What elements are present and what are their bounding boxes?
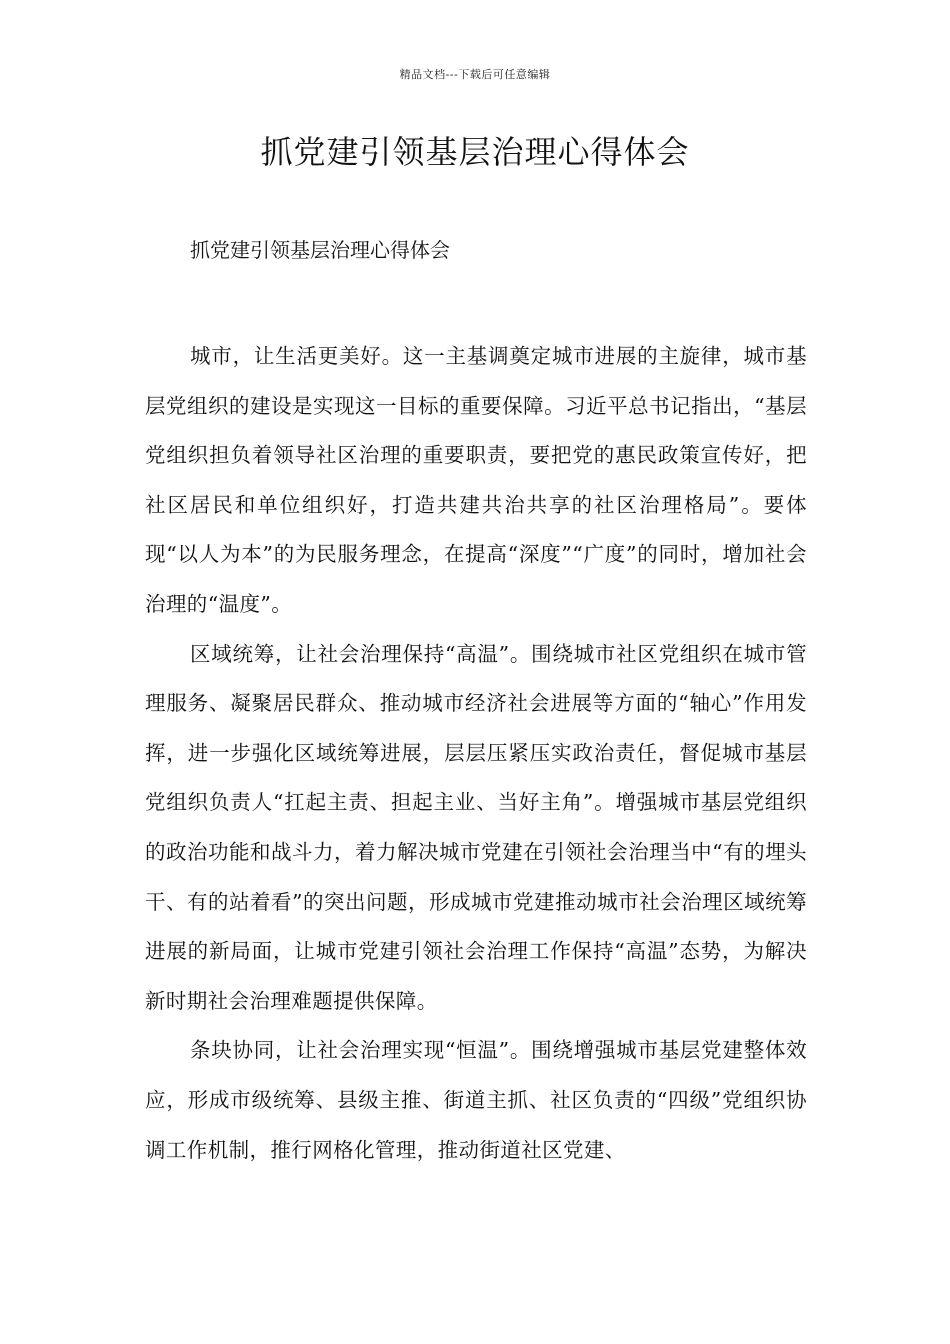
document-body [145,332,807,1175]
paragraph: 区域统筹，让社会治理保持“高温”。围绕城市社区党组织在城市管理服务、凝聚居民群众、推动城市经济社会进展等方面的“轴心”作用发挥，进一步强化区域统筹进展，层层压紧压实政治责任，督促城市基层党组织负责人“扛起主责、担起主业、当好主角”。增强城市基层党组织的政治功能和战斗力，着力解决城市党建在引领社会治理当中“有的埋头干、有的站着看”的突出问题，形成城市党建推动城市社会治理区域统筹进展的新局面，让城市党建引领社会治理工作保持“高温”态势，为解决新时期社会治理难题提供保障。 [145,641,807,1013]
document-title: 抓党建引领基层治理心得体会 [260,133,690,171]
paragraph: 条块协同，让社会治理实现“恒温”。围绕增强城市基层党建整体效应，形成市级统筹、县级主推、街道主抓、社区负责的“四级”党组织协调工作机制，推行网格化管理，推动街道社区党建、 [145,1038,807,1162]
paragraph: 城市，让生活更美好。这一主基调奠定城市进展的主旋律，城市基层党组织的建设是实现这一目标的重要保障。习近平总书记指出，“基层党组织担负着领导社区治理的重要职责，要把党的惠民政策宣传好，把社区居民和单位组织好，打造共建共治共享的社区治理格局”。要体现“以人为本”的为民服务理念，在提高“深度”“广度”的同时，增加社会治理的“温度”。 [145,344,807,616]
document-subtitle: 抓党建引领基层治理心得体会 [190,238,450,262]
header-note: 精品文档---下载后可任意编辑 [399,68,551,81]
